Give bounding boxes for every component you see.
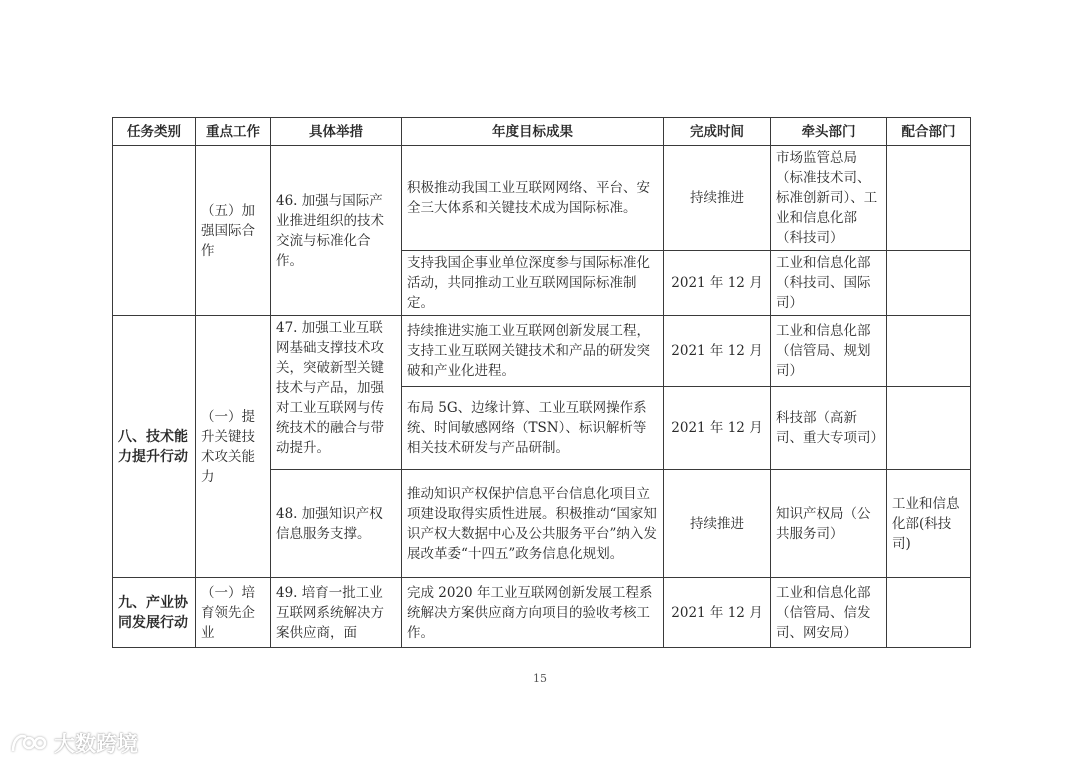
time-cell: 持续推进	[664, 470, 771, 578]
goal-cell: 持续推进实施工业互联网创新发展工程，支持工业互联网关键技术和产品的研发突破和产业化进程。	[402, 316, 664, 387]
measure-cell: 46. 加强与国际产业推进组织的技术交流与标准化合作。	[271, 146, 402, 316]
goal-cell: 布局 5G、边缘计算、工业互联网操作系统、时间敏感网络（TSN）、标识解析等相关技术研发与产品研制。	[402, 387, 664, 470]
measure-cell: 47. 加强工业互联网基础支撑技术攻关，突破新型关键技术与产品，加强对工业互联网与传统技术的融合与带动提升。	[271, 316, 402, 470]
goal-cell: 积极推动我国工业互联网网络、平台、安全三大体系和关键技术成为国际标准。	[402, 146, 664, 251]
measure-cell: 49. 培育一批工业互联网系统解决方案供应商，面	[271, 578, 402, 648]
time-cell: 持续推进	[664, 146, 771, 251]
focus-work-cell: （一）培育领先企业	[196, 578, 271, 648]
support-dept-cell	[887, 251, 971, 316]
lead-dept-cell: 市场监管总局（标准技术司、标准创新司）、工业和信息化部（科技司）	[771, 146, 887, 251]
support-dept-cell	[887, 387, 971, 470]
header-lead-department: 牵头部门	[771, 118, 887, 146]
measure-cell: 48. 加强知识产权信息服务支撑。	[271, 470, 402, 578]
goal-cell: 推动知识产权保护信息平台信息化项目立项建设取得实质性进展。积极推动“国家知识产权大数据中心及公共服务平台”纳入发展改革委“十四五”政务信息化规划。	[402, 470, 664, 578]
time-cell: 2021 年 12 月	[664, 316, 771, 387]
table-row	[113, 578, 971, 648]
support-dept-cell: 工业和信息化部(科技司)	[887, 470, 971, 578]
header-task-category: 任务类别	[113, 118, 196, 146]
header-measures: 具体举措	[271, 118, 402, 146]
task-category-cell: 九、产业协同发展行动	[113, 578, 196, 648]
time-cell: 2021 年 12 月	[664, 578, 771, 648]
lead-dept-cell: 工业和信息化部（科技司、国际司）	[771, 251, 887, 316]
table-row	[113, 146, 971, 251]
focus-work-cell: （一）提升关键技术攻关能力	[196, 316, 271, 578]
time-cell: 2021 年 12 月	[664, 387, 771, 470]
watermark-logo-icon	[10, 731, 50, 755]
goal-cell: 完成 2020 年工业互联网创新发展工程系统解决方案供应商方向项目的验收考核工作。	[402, 578, 664, 648]
support-dept-cell	[887, 578, 971, 648]
time-cell: 2021 年 12 月	[664, 251, 771, 316]
lead-dept-cell: 知识产权局（公共服务司）	[771, 470, 887, 578]
support-dept-cell	[887, 316, 971, 387]
watermark	[10, 728, 138, 758]
focus-work-cell: （五）加强国际合作	[196, 146, 271, 316]
goal-cell: 支持我国企事业单位深度参与国际标准化活动，共同推动工业互联网国际标准制定。	[402, 251, 664, 316]
table-header-row	[113, 118, 971, 146]
lead-dept-cell: 工业和信息化部（信管局、规划司）	[771, 316, 887, 387]
header-completion-time: 完成时间	[664, 118, 771, 146]
support-dept-cell	[887, 146, 971, 251]
table-row	[113, 316, 971, 387]
header-annual-goals: 年度目标成果	[402, 118, 664, 146]
page-number: 15	[533, 672, 547, 685]
lead-dept-cell: 工业和信息化部（信管局、信发司、网安局）	[771, 578, 887, 648]
header-supporting-department: 配合部门	[887, 118, 971, 146]
task-category-cell: 八、技术能力提升行动	[113, 316, 196, 578]
header-focus-work: 重点工作	[196, 118, 271, 146]
task-table	[112, 117, 971, 648]
lead-dept-cell: 科技部（高新司、重大专项司）	[771, 387, 887, 470]
task-category-cell	[113, 146, 196, 316]
watermark-text: 大数跨境	[54, 732, 138, 756]
